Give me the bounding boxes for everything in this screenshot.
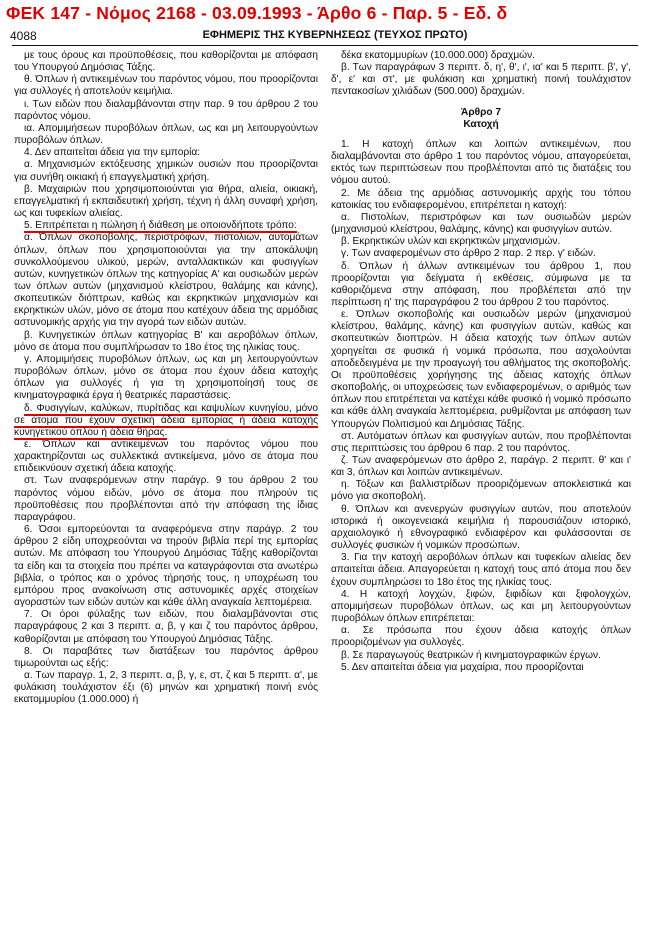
paragraph: 5. Δεν απαιτείται άδεια για μαχαίρια, που προορίζονται bbox=[341, 661, 584, 673]
paragraph: ι. Των ειδών που διαλαμβάνονται στην παρ. 9 του άρθρου 2 του παρόντος νόμου. bbox=[14, 98, 318, 122]
article-number: Άρθρο 7 bbox=[461, 106, 501, 118]
article-title: Κατοχή bbox=[463, 118, 499, 130]
journal-title: ΕΦΗΜΕΡΙΣ ΤΗΣ ΚΥΒΕΡΝΗΣΕΩΣ (ΤΕΥΧΟΣ ΠΡΩΤΟ) bbox=[202, 29, 468, 41]
paragraph: β. Εκρηκτικών υλών και εκρηκτικών μηχανισμών. bbox=[341, 236, 561, 248]
paragraph: α. Πιστολίων, περιστρόφων και των ουσιωδών μερών (μηχανισμού κλείστρου, θαλάμης, κάνης) και φυσιγγίων αυτών. bbox=[331, 211, 631, 236]
paragraph: 4. Δεν απαιτείται άδεια για την εμπορία: bbox=[24, 147, 201, 159]
paragraph: β. Σε παραγωγούς θεατρικών ή κινηματογραφικών έργων. bbox=[341, 649, 601, 661]
paragraph: γ. Απομιμήσεις πυροβόλων όπλων, ως και μη λειτουργούντων πυροβόλων όπλων, μόνο σε άτομα που έχουν άδεια κατοχής όπλων για συλλογές ή για τη χρησιμοποίησή τους σε κινηματογραφικά έργα ή θεατρικές παραστάσεις. bbox=[14, 353, 318, 402]
paragraph: ε. Όπλων σκοποβολής και ουσιωδών μερών (μηχανισμού κλείστρου, θαλάμης, κάνης) και φυσιγγίων αυτών, καθώς και σκοπευτικών διοπτρών. Η άδεια κατοχής των όπλων αυτών χορηγείται σε φυσικά ή νομικά πρόσωπα, που ασχολούνται αποδεδειγμένα με την προαγωγή του αθλήματος της σκοποβολής. Οι προϋποθέσεις χορήγησης της άδειας κατοχής όπλων σκοποβολής, οι υποχρεώσεις των ενδιαφερομένων, ο αριθμός των όπλων που επιτρέπεται να κατέχει κάθε φυσικό ή νομικό πρόσωπο και κάθε άλλη αναγκαία λεπτομέρεια, ρυθμίζονται με απόφαση των Υπουργών Πολιτισμού και Δημόσιας Τάξης. bbox=[331, 309, 631, 430]
paragraph: 8. Οι παραβάτες των διατάξεων του παρόντος άρθρου τιμωρούνται ως εξής: bbox=[14, 645, 318, 669]
document-banner: ΦΕΚ 147 - Νόμος 2168 - 03.09.1993 - Άρθο 6 - Παρ. 5 - Εδ. δ bbox=[6, 3, 508, 23]
paragraph: θ. Όπλων και ανενεργών φυσιγγίων αυτών, που αποτελούν ιστορικά ή οικογενειακά κειμήλια ή παρουσιάζουν ιστορικό, αρχαιολογικό ή εθνογραφικό ενδιαφέρον και φυλάσσονται σε συλλογές φυσικών ή νομικών προσώπων. bbox=[331, 503, 631, 552]
right-column bbox=[331, 50, 631, 674]
paragraph: α. Μηχανισμών εκτόξευσης χημικών ουσιών που προορίζονται για συνήθη οικιακή ή επαγγελματική χρήση. bbox=[14, 159, 318, 183]
paragraph: ια. Απομιμήσεων πυροβόλων όπλων, ως και μη λειτουργούντων πυροβόλων όπλων. bbox=[14, 122, 318, 147]
paragraph: με τους όρους και προϋποθέσεις, που καθορίζονται με απόφαση του Υπουργού Δημόσιας Τάξης. bbox=[14, 50, 318, 74]
paragraph: 7. Οι όροι φύλαξης των ειδών, που διαλαμβάνονται στις παραγράφους 2 και 3 περιπτ. α, β, γ και ζ του παρόντος άρθρου, καθορίζονται με απόφαση του Υπουργού Δημόσιας Τάξης. bbox=[14, 609, 318, 645]
highlighted-text: 5. Επιτρέπεται η πώληση ή διάθεση με οποιονδήποτε τρόπο: bbox=[24, 220, 297, 232]
paragraph: 1. Η κατοχή όπλων και λοιπών αντικειμένων, που διαλαμβάνονται στο άρθρο 1 του παρόντος νόμου, απαγορεύεται, εκτός των περιπτώσεων που προβλέπονται από τις διατάξεις του νόμου αυτού. bbox=[331, 138, 631, 187]
paragraph: β. Μαχαιριών που χρησιμοποιούνται για θήρα, αλιεία, οικιακή, επαγγελματική ή εκπαιδευτική χρήση, τέχνη ή άλλη συναφή χρήση, ως και τυφεκίων αλιείας. bbox=[14, 183, 318, 220]
header-rule bbox=[12, 45, 638, 46]
paragraph: η. Τόξων και βαλλιστρίδων προοριζόμενων αποκλειστικά και μόνο για σκοποβολή. bbox=[331, 479, 631, 503]
paragraph: α. Των παραγρ. 1, 2, 3 περιπτ. α, β, γ, ε, στ, ζ και 5 περιπτ. α', με φυλάκιση τουλάχιστον έξι (6) μηνών και χρηματική ποινή ενός εκατομμυρίου (1.000.000) ή bbox=[14, 669, 318, 706]
paragraph: β. Κυνηγετικών όπλων κατηγορίας Β' και αεροβόλων όπλων, μόνο σε άτομα που συμπλήρωσαν το 18ο έτος της ηλικίας τους. bbox=[14, 329, 318, 353]
paragraph: α. Σε πρόσωπα που έχουν άδεια κατοχής όπλων προοριζομένων για συλλογές. bbox=[331, 625, 631, 649]
paragraph-highlighted bbox=[14, 220, 318, 232]
paragraph: α. Όπλων σκοποβολής, περιστρόφων, πιστολιών, αυτομάτων όπλων, όπλων που χρησιμοποιούνται για την αποκάλυψη συνκολλούμενου υλικού, μερών, ανταλλακτικών και φυσιγγίων αυτών, κυνηγετικών όπλων της κατηγορίας Α' και ουσιωδών μερών των όπλων αυτών (μηχανισμού κλείστρου, θαλάμης και κάνης), σκοπευτικών διόπτρων, καθώς και εκρηκτικών μηχανισμών και εκρηκτικών υλών, μόνο σε άτομα που κατέχουν άδεια της αρμόδιας αστυνομικής αρχής για την αγορά των ειδών αυτών. bbox=[14, 232, 318, 329]
paragraph: 3. Για την κατοχή αεροβόλων όπλων και τυφεκίων αλιείας δεν απαιτείται άδεια. Απαγορεύεται η κατοχή τους από άτομα που δεν έχουν συμπληρώσει το 18ο έτος της ηλικίας τους. bbox=[331, 552, 631, 588]
paragraph: ε. Όπλων και αντικειμένων του παρόντος νόμου που χαρακτηρίζονται ως συλλεκτικά αντικείμενα, μόνο σε άτομα που επιδεικνύουν σχετική άδεια κατοχής. bbox=[14, 439, 318, 475]
paragraph: ζ. Των αναφερόμενων στο άρθρο 2, παράγρ. 2 περιπτ. θ' και ι' και 3, όπλων και λοιπών αντικειμένων. bbox=[331, 455, 631, 479]
paragraph: 4. Η κατοχή λογχών, ξιφών, ξιφιδίων και ξιφολογχών, απομιμήσεων πυροβόλων όπλων, ως και μη λειτουργούντων πυροβόλων όπλων επιτρέπεται: bbox=[331, 588, 631, 625]
paragraph: 6. Όσοι εμπορεύονται τα αναφερόμενα στην παράγρ. 2 του άρθρου 2 είδη υποχρεούνται να τηρούν βιβλία περί της εμπορίας αυτών. Με απόφαση του Υπουργού Δημόσιας Τάξης καθορίζονται τα είδη και τα στοιχεία που πρέπει να καταγράφονται στα ανωτέρω βιβλία, ο τρόπος και ο χρόνος τήρησής τους, η υποχρέωση του εμπόρου προς ανακοίνωση στις αστυνομικές αρχές στοιχείων αγοραστών των ειδών αυτών και κάθε άλλη αναγκαία λεπτομέρεια. bbox=[14, 524, 318, 609]
paragraph: γ. Των αναφερομένων στο άρθρο 2 παρ. 2 περ. γ' ειδών. bbox=[341, 248, 596, 260]
paragraph: 2. Με άδεια της αρμόδιας αστυνομικής αρχής του τόπου κατοικίας του ενδιαφερομένου, επιτρέπεται η κατοχή: bbox=[331, 187, 631, 211]
paragraph: θ. Όπλων ή αντικειμένων του παρόντος νόμου, που προορίζονται για συλλογές ή αποτελούν κειμήλια. bbox=[14, 74, 318, 98]
page-number: 4088 bbox=[10, 29, 37, 43]
paragraph-highlighted bbox=[14, 403, 318, 439]
left-column bbox=[14, 50, 318, 706]
paragraph: στ. Αυτόματων όπλων και φυσιγγίων αυτών, που προβλέπονται στις περιπτώσεις του άρθρου 6 παρ. 2 του παρόντος. bbox=[331, 430, 631, 454]
page-header bbox=[0, 27, 650, 47]
paragraph: β. Των παραγράφων 3 περιπτ. δ, η', θ', ι', ια' και 5 περιπτ. β', γ', δ', ε' και στ', με φυλάκιση και χρηματική ποινή τουλάχιστον πεντακοσίων χιλιάδων (500.000) δραχμών. bbox=[331, 62, 631, 98]
paragraph: δ. Όπλων ή άλλων αντικειμένων του άρθρου 1, που προορίζονται για δείγματα ή εκθέσεις, σύμφωνα με τα καθοριζόμενα στην απόφαση, που προβλέπεται από την περίπτωση η' της παραγράφου 2 του άρθρου 2 του παρόντος. bbox=[331, 260, 631, 308]
paragraph: δέκα εκατομμυρίων (10.000.000) δραχμών. bbox=[341, 50, 535, 61]
paragraph: στ. Των αναφερόμενων στην παράγρ. 9 του άρθρου 2 του παρόντος νόμου ειδών, μόνο σε άτομα που πληρούν τις προϋποθέσεις που προβλέπονται από την απόφαση της ίδιας παραγράφου. bbox=[14, 475, 318, 523]
highlighted-text: δ. Φυσιγγίων, καλύκων, πυρίτιδας και καψυλίων κυνηγίου, μόνο σε άτομα που έχουν σχετική άδεια εμπορίας ή άδεια κατοχής κυνηγετικού όπλου ή άδεια θήρας. bbox=[14, 402, 318, 438]
